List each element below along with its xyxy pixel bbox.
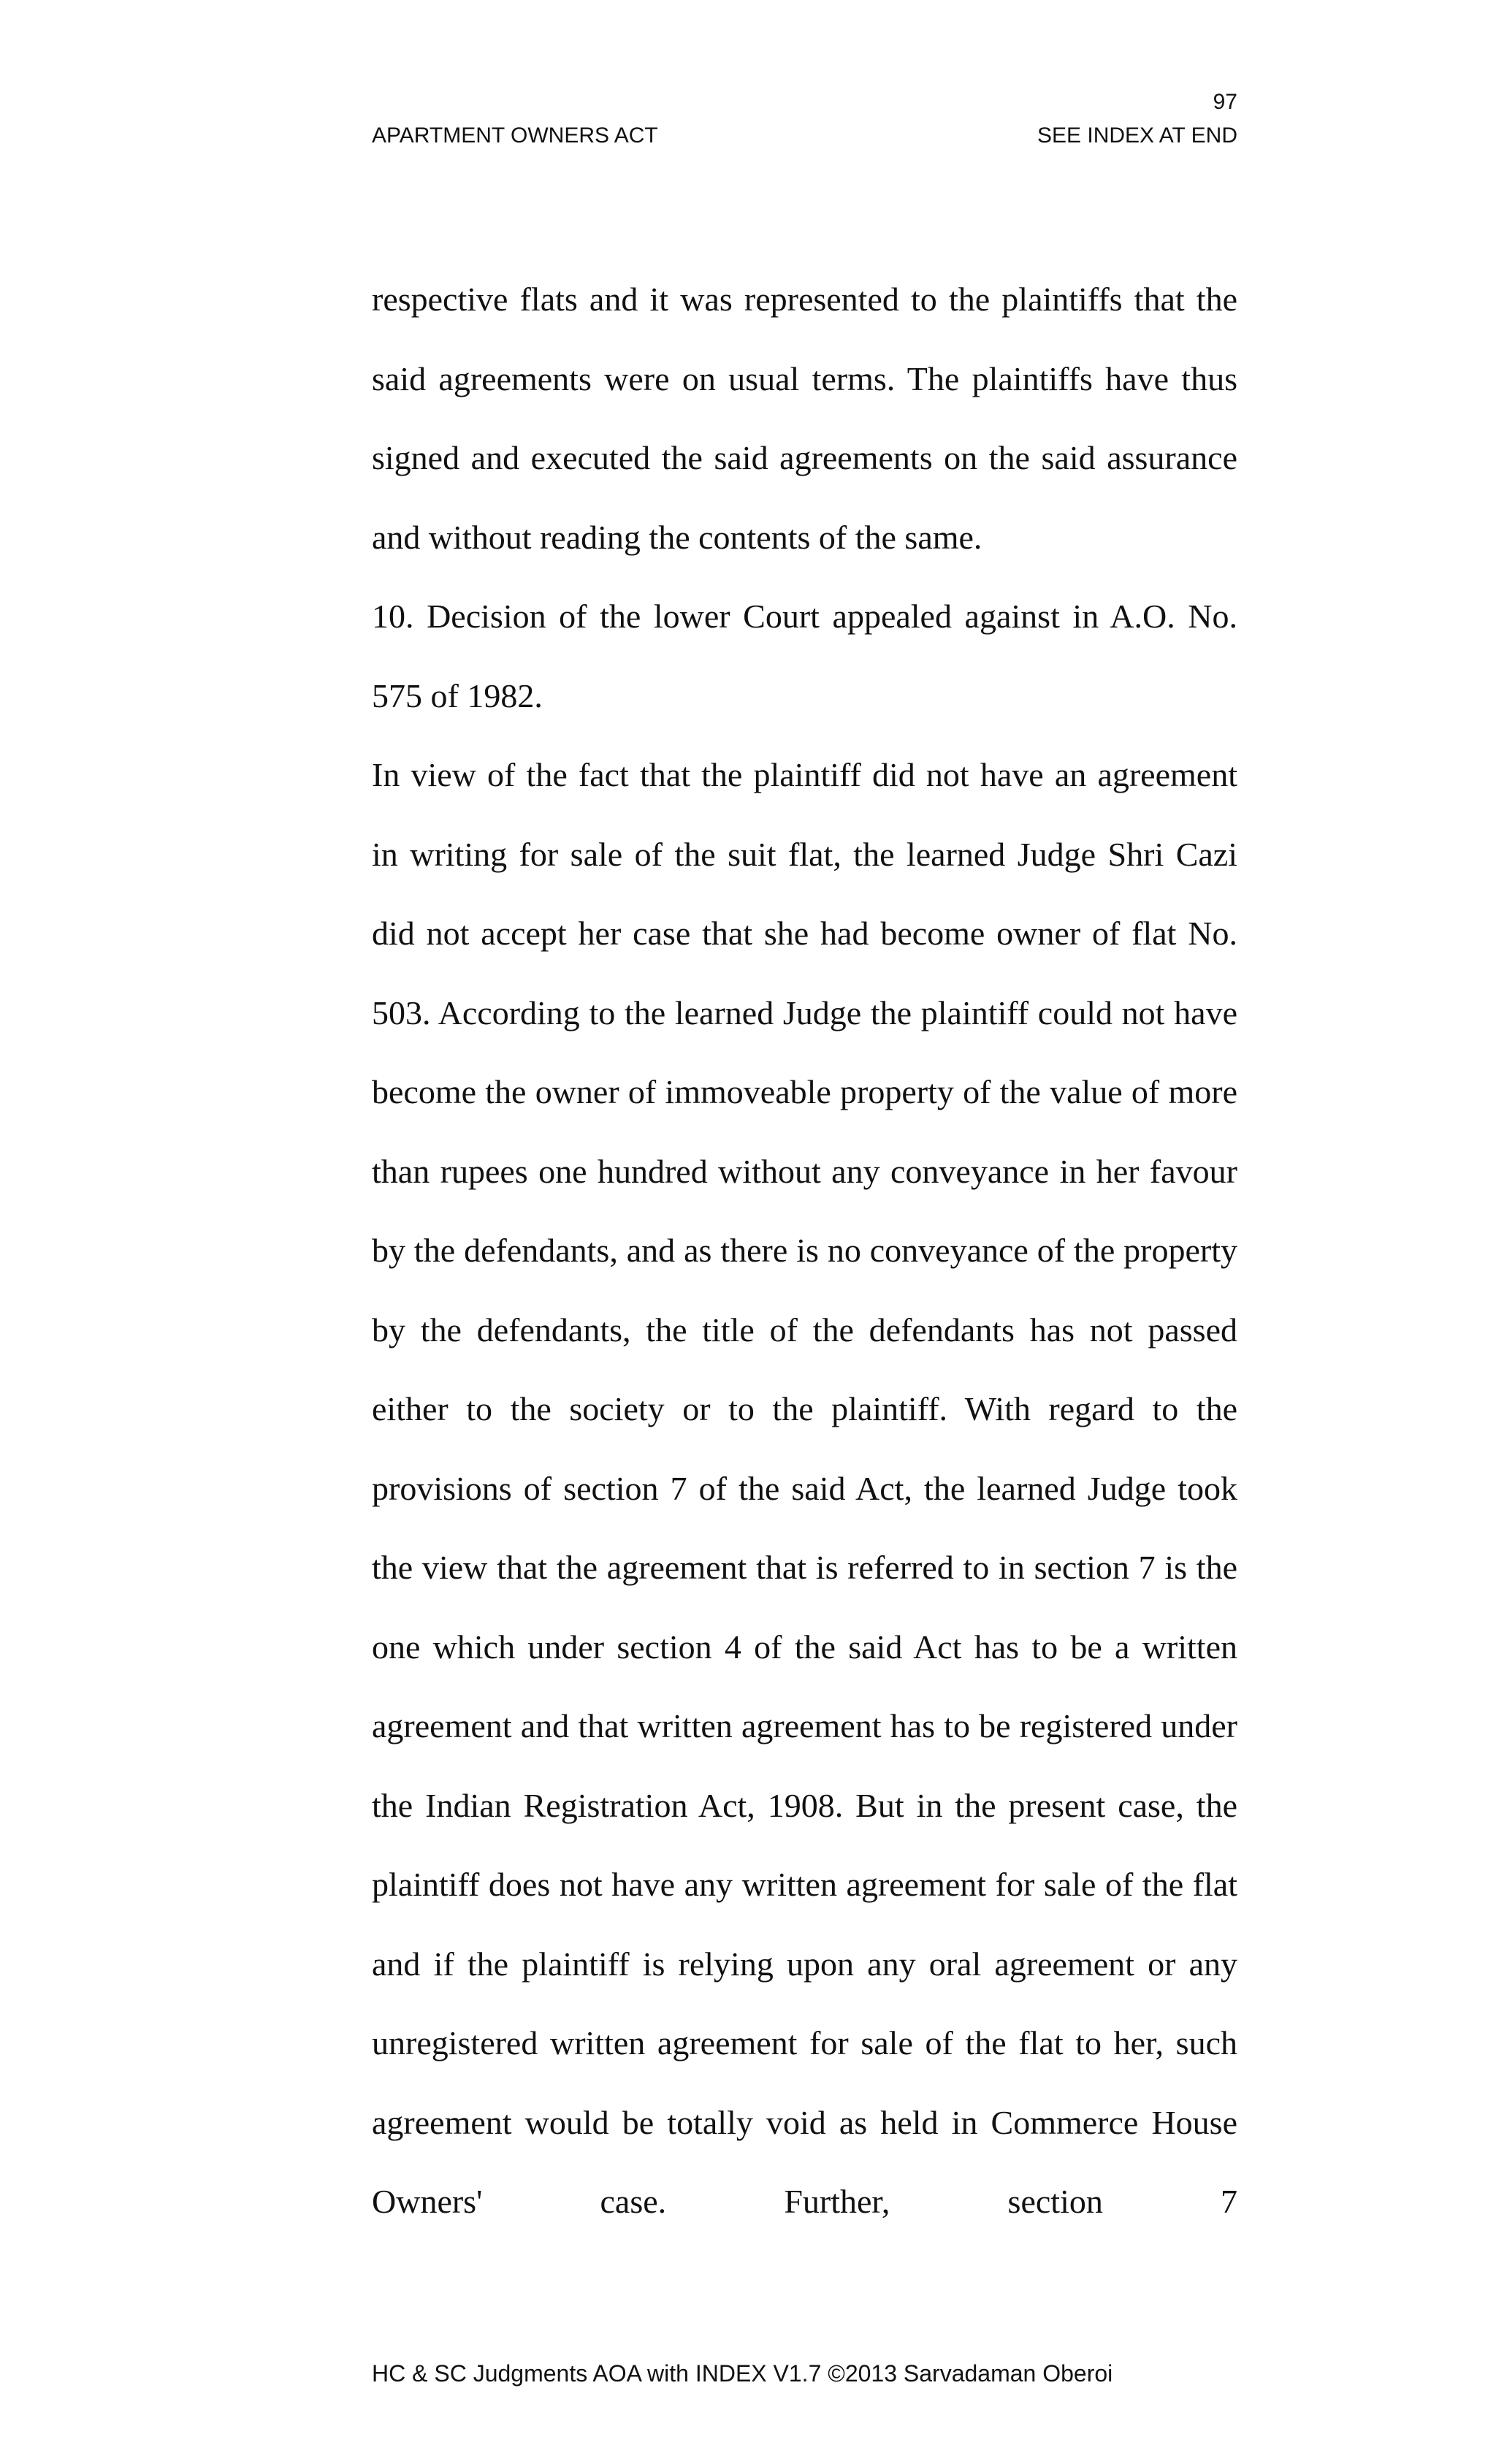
header-index-note: SEE INDEX AT END	[1037, 123, 1237, 148]
page-number: 97	[1213, 90, 1237, 114]
paragraph-lower-court-view: In view of the fact that the plaintiff did not have an agreement in writing for sale of the suit flat, the learned Judge Shri Cazi did not accept her case that she had become owner of flat No. 503. According to the learned Judge the plaintiff could not have become the owner of immoveable property of the value of more than rupees one hundred without any conveyance in her favour by the defendants, and as there is no conveyance of the property by the defendants, the title of the defendants has not passed either to the society or to the plaintiff. With regard to the provisions of section 7 of the said Act, the learned Judge took the view that the agreement that is referred to in section 7 is the one which under section 4 of the said Act has to be a written agreement and that written agreement has to be registered under the Indian Registration Act, 1908. But in the present case, the plaintiff does not have any written agreement for sale of the flat and if the plaintiff is relying upon any oral agreement or any unregistered written agreement for sale of the flat to her, such agreement would be totally void as held in Commerce House Owners' case. Further, section 7	[372, 756, 1237, 2220]
page-header	[372, 123, 1237, 149]
header-title: APARTMENT OWNERS ACT	[372, 123, 658, 148]
paragraph-plaint-context: respective flats and it was represented to the plaintiffs that the said agreements were on usual terms. The plaintiffs have thus signed and executed the said agreements on the said assurance and without reading the contents of the same.	[372, 281, 1237, 556]
page-footer: HC & SC Judgments AOA with INDEX V1.7 ©2013 Sarvadaman Oberoi	[372, 2360, 1113, 2387]
document-body	[372, 260, 1237, 2242]
section-heading-decision: 10. Decision of the lower Court appealed against in A.O. No. 575 of 1982.	[372, 598, 1237, 714]
